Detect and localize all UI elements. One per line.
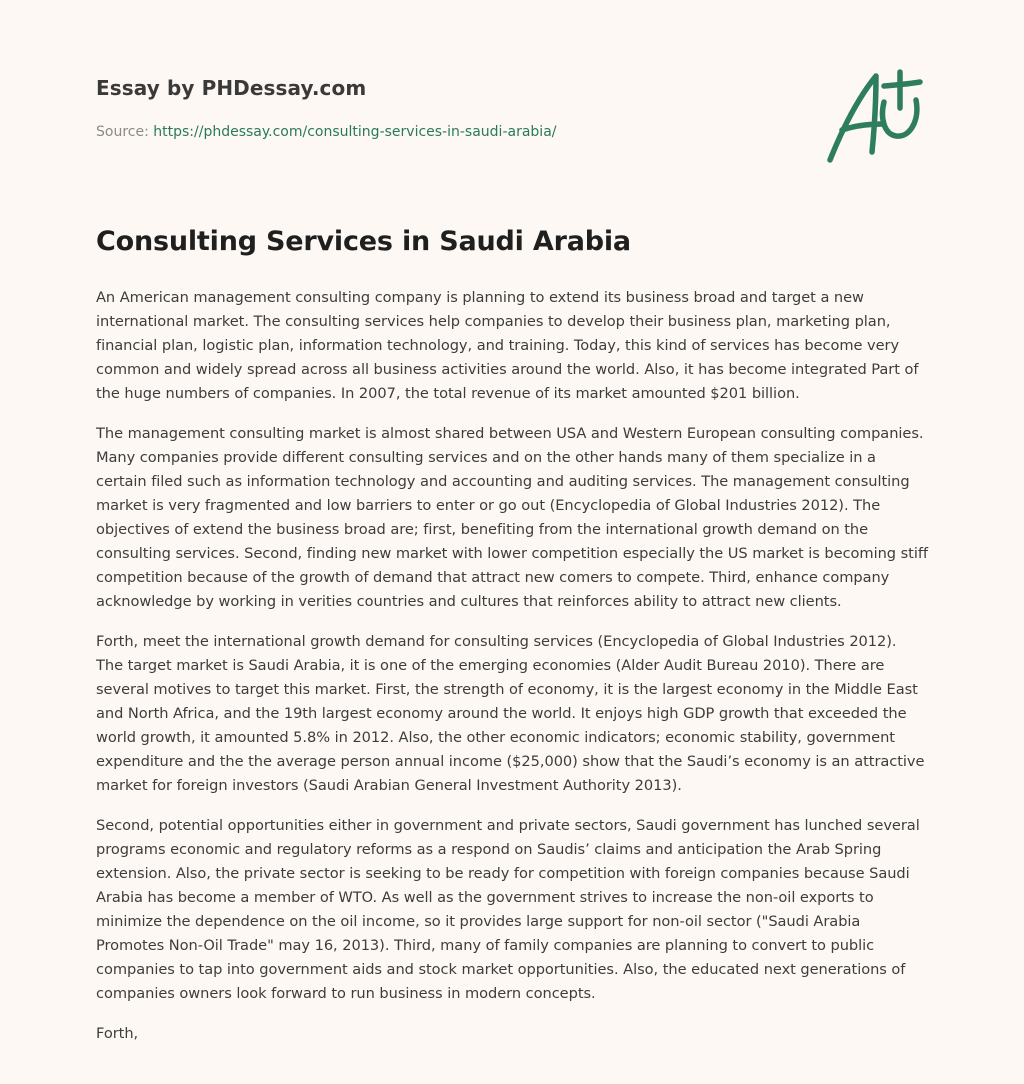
a-plus-logo-icon (824, 68, 928, 164)
essay-paragraph: Forth, (96, 1025, 139, 1042)
essay-paragraph: Second, potential opportunities either in government and private sectors, Saudi government has lunched several programs economic and regulatory reforms as a respond on Saudis’ claims and anticipation the Arab Spring extension. Also, the private sector is seeking to be ready for competition with foreign companies because Saudi Arabia has become a member of WTO. As well as the government strives to increase the non-oil exports to minimize the dependence on the oil income, so it provides large support for non-oil sector ("Saudi Arabia Promotes Non-Oil Trade" may 16, 2013). Third, many of family companies are planning to convert to public companies to tap into government aids and stock market opportunities. Also, the educated next generations of companies owners look forward to run business in modern concepts. (96, 817, 920, 1002)
source-label: Source: (96, 124, 154, 140)
essay-paragraph: Forth, meet the international growth demand for consulting services (Encyclopedia of Global Industries 2012). The target market is Saudi Arabia, it is one of the emerging economies (Alder Audit Bureau 2010). There are several motives to target this market. First, the strength of economy, it is the largest economy in the Middle East and North Africa, and the 19th largest economy around the world. It enjoys high GDP growth that exceeded the world growth, it amounted 5.8% in 2012. Also, the other economic indicators; economic stability, government expenditure and the the average person annual income ($25,000) show that the Saudi’s economy is an attractive market for foreign investors (Saudi Arabian General Investment Authority 2013). (96, 633, 925, 794)
essay-paragraph: An American management consulting company is planning to extend its business broad and target a new international market. The consulting services help companies to develop their business plan, marketing plan, financial plan, logistic plan, information technology, and training. Today, this kind of services has become very common and widely spread across all business activities around the world. Also, it has become integrated Part of the huge numbers of companies. In 2007, the total revenue of its market amounted $201 billion. (96, 289, 919, 402)
essay-title: Consulting Services in Saudi Arabia (96, 226, 631, 257)
source-line (96, 124, 556, 140)
essay-paragraph: The management consulting market is almost shared between USA and Western European consulting companies. Many companies provide different consulting services and on the other hands many of them specialize in a certain filed such as information technology and accounting and auditing services. The management consulting market is very fragmented and low barriers to enter or go out (Encyclopedia of Global Industries 2012). The objectives of extend the business broad are; first, benefiting from the international growth demand on the consulting services. Second, finding new market with lower competition especially the US market is becoming stiff competition because of the growth of demand that attract new comers to compete. Third, enhance company acknowledge by working in verities countries and cultures that reinforces ability to attract new clients. (96, 425, 928, 610)
essay-body (96, 286, 928, 1062)
document-header (96, 76, 928, 176)
brand-title: Essay by PHDessay.com (96, 76, 367, 100)
source-link[interactable]: https://phdessay.com/consulting-services-in-saudi-arabia/ (153, 124, 557, 140)
